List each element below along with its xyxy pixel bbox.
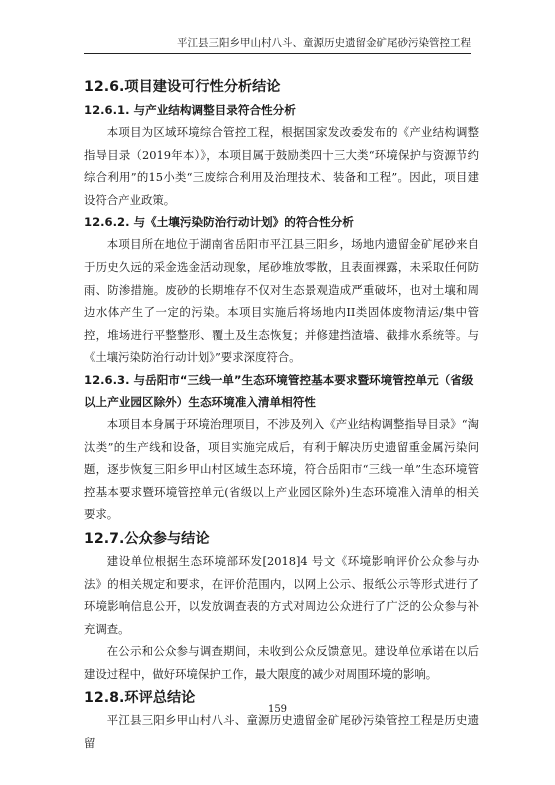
- section-12-6-1-paragraph: 本项目为区域环境综合管控工程，根据国家发改委发布的《产业结构调整指导目录（2019年本）》，本项目属于鼓励类四十三大类“环境保护与资源节约综合利用”的15小类“三废综合利用及治理技术、装备和工程”。因此，项目建设符合产业政策。: [84, 125, 479, 207]
- section-12-6-heading: 12.6.项目建设可行性分析结论: [84, 79, 281, 95]
- page-body: [84, 76, 479, 755]
- section-12-7-paragraph-2: 在公示和公众参与调查期间，未收到公众反馈意见。建设单位承诺在以后建设过程中，做好环境保护工作，最大限度的减少对周围环境的影响。: [84, 644, 479, 681]
- section-12-6-3-paragraph: 本项目本身属于环境治理项目，不涉及列入《产业结构调整指导目录》“淘汰类”的生产线和设备，项目实施完成后，有利于解决历史遗留重金属污染问题，逐步恢复三阳乡甲山村区域生态环境，符合岳阳市“三线一单”生态环境管控基本要求暨环境管控单元(省级以上产业园区除外)生态环境准入清单的相关要求。: [84, 416, 479, 522]
- section-12-6-1-heading: 12.6.1. 与产业结构调整目录符合性分析: [84, 103, 296, 117]
- section-12-8-paragraph: 平江县三阳乡甲山村八斗、童源历史遗留金矿尾砂污染管控工程是历史遗留: [84, 713, 479, 751]
- page-number: 159: [267, 704, 288, 715]
- section-12-7-paragraph-1: 建设单位根据生态环境部环发[2018]4 号文《环境影响评价公众参与办法》的相关规定和要求，在评价范围内，以网上公示、报纸公示等形式进行了环境影响信息公开，以发放调查表的方式对周边公众进行了广泛的公众参与补充调查。: [84, 553, 479, 636]
- section-12-8-heading: 12.8.环评总结论: [84, 690, 196, 707]
- section-12-6-2-heading: 12.6.2. 与《土壤污染防治行动计划》的符合性分析: [84, 215, 354, 230]
- section-12-6-2-paragraph: 本项目所在地位于湖南省岳阳市平江县三阳乡，场地内遗留金矿尾砂来自于历史久远的采金选金活动现象，尾砂堆放零散，且表面裸露，未采取任何防雨、防渗措施。废砂的长期堆存不仅对生态景观造成严重破坏，也对土壤和周边水体产生了一定的污染。本项目实施后将场地内II类固体废物清运/集中管控，堆场进行平整整形、覆土及生态恢复；并修建挡渣墙、截排水系统等。与《土壤污染防治行动计划》”要求深度符合。: [84, 237, 479, 365]
- running-header: 平江县三阳乡甲山村八斗、童源历史遗留金矿尾砂污染管控工程: [84, 36, 471, 54]
- section-12-6-3-heading: 12.6.3. 与岳阳市“三线一单”生态环境管控基本要求暨环境管控单元（省级以上产业园区除外）生态环境准入清单相符性: [84, 372, 474, 409]
- section-12-7-heading: 12.7.公众参与结论: [84, 530, 210, 547]
